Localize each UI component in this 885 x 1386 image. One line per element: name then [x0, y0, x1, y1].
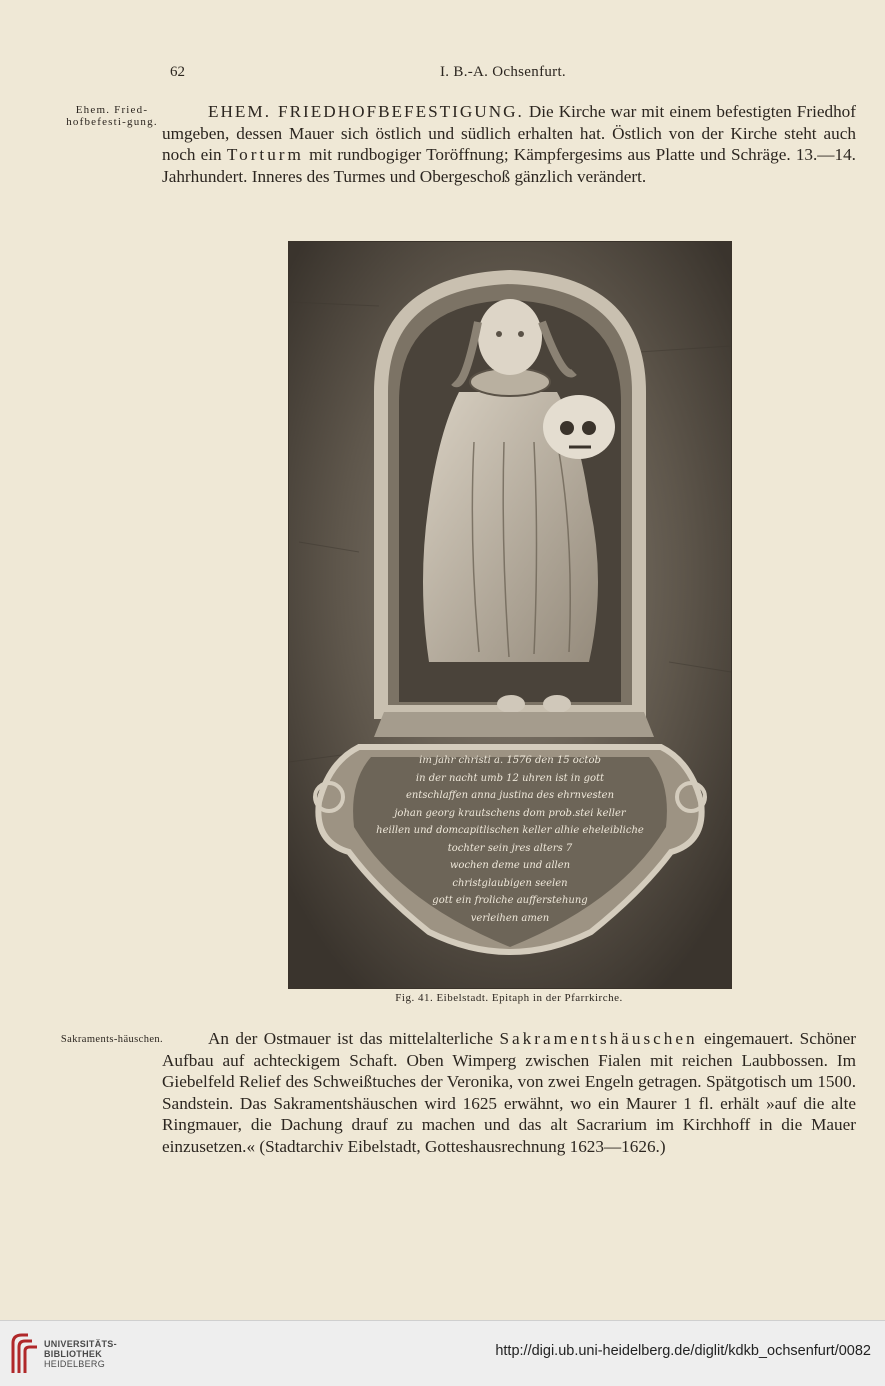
paragraph-text: eingemauert. Schöner Aufbau auf achteckigem Schaft. Oben Wimperg zwischen Fialen mit reichen Laubbossen. Im Giebelfeld Relief des Schweißtuches der Veronika, von zwei Engeln getragen. Spätgotisch um 1500. Sandstein. Das Sakramentshäuschen wird 1625 erwähnt, wo ein Maurer 1 fl. erhält »auf die alte Ringmauer, die Dachung drauf zu machen und das alt Sacrarium im Kirchhoff in die Mauer einzusetzen.« (Stadtarchiv Eibelstadt, Gotteshausrechnung 1623—1626.): [162, 1029, 856, 1156]
logo-line: HEIDELBERG: [44, 1359, 106, 1369]
inscription-line: verleihen amen: [470, 912, 550, 924]
paragraph-text: Die Kirche war mit einem befestigten Friedhof umgeben, dessen Mauer sich östlich und südlich erhalten hat. Östlich von der Kirche steht auch noch ein: [162, 102, 856, 165]
viewer-footer: [0, 1320, 885, 1386]
inscription-line: heillen und domcapitlischen keller alhie eheleibliche: [376, 825, 644, 836]
section-heading: EHEM. FRIEDHOFBEFESTIGUNG.: [208, 102, 524, 121]
paragraph-text: An der Ostmauer ist das mittelalterliche: [208, 1029, 500, 1048]
epitaph-inscription: [369, 752, 651, 927]
inscription-line: johan georg krautschens dom prob.stei keller: [394, 807, 626, 819]
highlight-term: Torturm: [226, 145, 304, 165]
paragraph-text: mit rundbogiger Toröffnung; Kämpfergesims aus Platte und Schräge. 13.—14. Jahrhundert. Inneres des Turmes und Obergeschoß gänzlich verändert.: [162, 145, 856, 186]
inscription-line: entschlaffen anna justina des ehrnvesten: [405, 790, 615, 801]
logo-line: UNIVERSITÄTS-: [44, 1339, 117, 1349]
inscription-line: wochen deme und allen: [449, 860, 571, 871]
margin-note-friedhof: Ehem. Fried-hofbefesti-gung.: [66, 104, 158, 128]
library-logo-icon[interactable]: [10, 1333, 40, 1375]
paragraph-sakramentshaeuschen: [162, 1028, 856, 1158]
page-number: 62: [170, 64, 185, 80]
highlight-term: Sakramentshäuschen: [499, 1029, 698, 1048]
margin-note-sakrament: Sakraments-häuschen.: [60, 1034, 164, 1045]
inscription-line: in der nacht umb 12 uhren ist in gott: [415, 772, 605, 784]
epitaph-photo: [288, 241, 732, 989]
logo-line: BIBLIOTHEK: [44, 1349, 102, 1359]
paragraph-friedhofbefestigung: [162, 101, 856, 187]
inscription-line: im jahr christi a. 1576 den 15 octob: [419, 755, 601, 766]
figure-caption: Fig. 41. Eibelstadt. Epitaph in der Pfarrkirche.: [395, 992, 623, 1004]
inscription-line: gott ein froliche aufferstehung: [432, 895, 588, 906]
library-logo-text[interactable]: [44, 1339, 117, 1369]
inscription-line: tochter sein jres alters 7: [447, 842, 573, 854]
permalink-url[interactable]: http://digi.ub.uni-heidelberg.de/diglit/kdkb_ochsenfurt/0082: [495, 1343, 871, 1359]
running-title: I. B.-A. Ochsenfurt.: [440, 64, 566, 80]
inscription-line: christglaubigen seelen: [452, 877, 568, 889]
